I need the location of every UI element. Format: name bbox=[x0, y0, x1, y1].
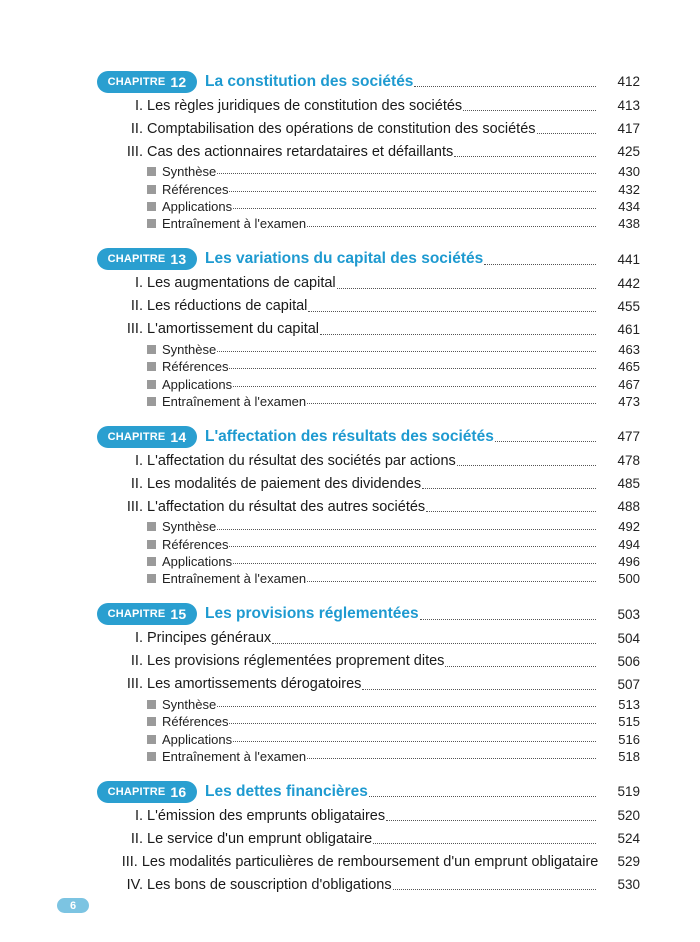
section-title: L'affectation du résultat des autres sociétés bbox=[147, 498, 426, 515]
dot-leader bbox=[233, 386, 596, 387]
dot-leader bbox=[217, 706, 596, 707]
page-ref: 438 bbox=[618, 216, 640, 232]
section-entry[interactable] bbox=[97, 627, 640, 650]
extra-entry[interactable] bbox=[97, 393, 640, 410]
page-ref: 506 bbox=[617, 653, 640, 669]
page-ref: 412 bbox=[617, 74, 640, 89]
extra-entry[interactable] bbox=[97, 570, 640, 587]
dot-leader bbox=[426, 511, 596, 512]
chapter-block bbox=[97, 425, 640, 603]
extra-title: Entraînement à l'examen bbox=[162, 393, 307, 409]
chapter-title: La constitution des sociétés bbox=[205, 72, 414, 90]
page-ref: 518 bbox=[618, 749, 640, 765]
page-number-badge: 6 bbox=[57, 898, 89, 913]
chapter-badge bbox=[97, 781, 197, 803]
page-ref: 507 bbox=[617, 676, 640, 692]
extra-title: Synthèse bbox=[162, 696, 217, 712]
extra-title: Synthèse bbox=[162, 164, 217, 180]
extra-title: Références bbox=[162, 359, 229, 375]
page-ref: 478 bbox=[617, 453, 640, 469]
dot-leader bbox=[422, 488, 596, 489]
section-entry[interactable] bbox=[97, 650, 640, 673]
chapter-badge bbox=[97, 71, 197, 93]
section-numeral: I. bbox=[134, 807, 143, 824]
square-bullet-icon bbox=[147, 219, 156, 228]
chapter-heading[interactable] bbox=[97, 70, 640, 93]
extra-title: Entraînement à l'examen bbox=[162, 216, 307, 232]
extra-entry[interactable] bbox=[97, 713, 640, 730]
section-numeral: II. bbox=[130, 120, 143, 137]
chapter-label: CHAPITRE bbox=[107, 253, 166, 266]
page-ref: 500 bbox=[618, 571, 640, 587]
section-entry[interactable] bbox=[97, 804, 640, 827]
square-bullet-icon bbox=[147, 557, 156, 566]
chapter-number: 14 bbox=[170, 428, 187, 445]
extra-title: Références bbox=[162, 181, 229, 197]
extra-entry[interactable] bbox=[97, 198, 640, 215]
section-entry[interactable] bbox=[97, 873, 640, 896]
page-ref: 463 bbox=[618, 341, 640, 357]
page-ref: 519 bbox=[617, 784, 640, 800]
square-bullet-icon bbox=[147, 540, 156, 549]
dot-leader bbox=[217, 173, 596, 174]
extra-entry[interactable] bbox=[97, 341, 640, 358]
dot-leader bbox=[484, 264, 596, 265]
section-numeral: II. bbox=[130, 653, 143, 670]
extra-title: Applications bbox=[162, 554, 233, 570]
dot-leader bbox=[414, 86, 596, 87]
page-ref: 529 bbox=[617, 854, 640, 870]
extra-entry[interactable] bbox=[97, 163, 640, 180]
page-ref: 488 bbox=[617, 499, 640, 515]
dot-leader bbox=[233, 741, 596, 742]
page-ref: 417 bbox=[617, 121, 640, 136]
section-numeral: I. bbox=[134, 275, 143, 292]
extra-entry[interactable] bbox=[97, 215, 640, 232]
section-numeral: III. bbox=[126, 321, 143, 338]
page-ref: 413 bbox=[617, 98, 640, 113]
chapter-block bbox=[97, 70, 640, 248]
dot-leader bbox=[386, 820, 596, 821]
dot-leader bbox=[463, 110, 596, 111]
square-bullet-icon bbox=[147, 700, 156, 709]
extra-entry[interactable] bbox=[97, 553, 640, 570]
extra-title: Entraînement à l'examen bbox=[162, 571, 307, 587]
section-numeral: I. bbox=[134, 630, 143, 647]
section-title: Les modalités particulières de remboursement d'un emprunt obligataire bbox=[141, 853, 599, 870]
page-ref: 520 bbox=[617, 808, 640, 824]
dot-leader bbox=[229, 368, 596, 369]
spacer bbox=[97, 588, 640, 603]
section-numeral: I. bbox=[134, 452, 143, 469]
chapter-title: Les variations du capital des sociétés bbox=[205, 250, 484, 268]
section-numeral: III. bbox=[126, 676, 143, 693]
chapter-block bbox=[97, 780, 640, 896]
square-bullet-icon bbox=[147, 574, 156, 583]
spacer bbox=[97, 233, 640, 248]
page-ref: 477 bbox=[617, 429, 640, 445]
section-title: Cas des actionnaires retardataires et défaillants bbox=[147, 143, 454, 160]
section-title: Les réductions de capital bbox=[147, 298, 308, 315]
extra-entry[interactable] bbox=[97, 696, 640, 713]
dot-leader bbox=[307, 581, 596, 582]
page-ref: 504 bbox=[617, 630, 640, 646]
chapter-number: 16 bbox=[170, 783, 187, 800]
page-ref: 513 bbox=[618, 696, 640, 712]
section-entry[interactable] bbox=[97, 295, 640, 318]
page-ref: 442 bbox=[617, 275, 640, 291]
chapter-heading[interactable] bbox=[97, 248, 640, 271]
dot-leader bbox=[454, 156, 596, 157]
section-title: Les augmentations de capital bbox=[147, 275, 336, 292]
extra-title: Applications bbox=[162, 198, 233, 214]
page-ref: 516 bbox=[618, 731, 640, 747]
section-title: Le service d'un emprunt obligataire bbox=[147, 830, 373, 847]
extra-title: Synthèse bbox=[162, 519, 217, 535]
section-numeral: III. bbox=[121, 853, 138, 870]
dot-leader bbox=[495, 441, 596, 442]
section-numeral: III. bbox=[126, 498, 143, 515]
chapter-heading[interactable] bbox=[97, 425, 640, 448]
extra-title: Applications bbox=[162, 731, 233, 747]
section-title: Les règles juridiques de constitution des sociétés bbox=[147, 97, 463, 114]
page-ref: 492 bbox=[618, 519, 640, 535]
section-title: Comptabilisation des opérations de constitution des sociétés bbox=[147, 120, 536, 137]
page-ref: 441 bbox=[617, 251, 640, 267]
square-bullet-icon bbox=[147, 380, 156, 389]
dot-leader bbox=[362, 689, 596, 690]
square-bullet-icon bbox=[147, 345, 156, 354]
section-entry[interactable] bbox=[97, 495, 640, 518]
extra-entry[interactable] bbox=[97, 536, 640, 553]
section-title: Les modalités de paiement des dividendes bbox=[147, 475, 422, 492]
dot-leader bbox=[229, 191, 596, 192]
dot-leader bbox=[537, 133, 596, 134]
section-entry[interactable] bbox=[97, 827, 640, 850]
chapter-heading[interactable] bbox=[97, 603, 640, 626]
extra-title: Références bbox=[162, 714, 229, 730]
square-bullet-icon bbox=[147, 202, 156, 211]
page-ref: 465 bbox=[618, 359, 640, 375]
dot-leader bbox=[457, 465, 596, 466]
dot-leader bbox=[233, 563, 596, 564]
page-ref: 461 bbox=[617, 321, 640, 337]
dot-leader bbox=[445, 666, 596, 667]
extra-entry[interactable] bbox=[97, 518, 640, 535]
dot-leader bbox=[229, 546, 596, 547]
page-ref: 524 bbox=[617, 831, 640, 847]
extra-entry[interactable] bbox=[97, 375, 640, 392]
square-bullet-icon bbox=[147, 735, 156, 744]
page-ref: 503 bbox=[617, 606, 640, 622]
chapter-block bbox=[97, 248, 640, 426]
page-ref: 515 bbox=[618, 714, 640, 730]
square-bullet-icon bbox=[147, 185, 156, 194]
section-entry[interactable] bbox=[97, 117, 640, 140]
dot-leader bbox=[272, 643, 596, 644]
section-title: Principes généraux bbox=[147, 630, 272, 647]
chapter-title: L'affectation des résultats des sociétés bbox=[205, 427, 494, 445]
chapter-label: CHAPITRE bbox=[107, 430, 166, 443]
extra-entry[interactable] bbox=[97, 358, 640, 375]
chapter-label: CHAPITRE bbox=[107, 608, 166, 621]
dot-leader bbox=[233, 208, 596, 209]
extra-title: Entraînement à l'examen bbox=[162, 749, 307, 765]
dot-leader bbox=[337, 288, 596, 289]
square-bullet-icon bbox=[147, 752, 156, 761]
chapter-title: Les dettes financières bbox=[205, 782, 368, 800]
chapter-number: 13 bbox=[170, 251, 187, 268]
section-entry[interactable] bbox=[97, 318, 640, 341]
dot-leader bbox=[320, 334, 596, 335]
dot-leader bbox=[217, 529, 596, 530]
dot-leader bbox=[307, 403, 596, 404]
chapter-number: 15 bbox=[170, 606, 187, 623]
section-title: Les provisions réglementées proprement dites bbox=[147, 653, 445, 670]
dot-leader bbox=[369, 796, 596, 797]
extra-entry[interactable] bbox=[97, 730, 640, 747]
chapter-label: CHAPITRE bbox=[107, 75, 166, 88]
page-ref: 425 bbox=[617, 144, 640, 159]
extra-title: Applications bbox=[162, 376, 233, 392]
chapter-title: Les provisions réglementées bbox=[205, 605, 419, 623]
extra-title: Synthèse bbox=[162, 341, 217, 357]
section-numeral: II. bbox=[130, 830, 143, 847]
section-title: L'émission des emprunts obligataires bbox=[147, 807, 386, 824]
section-numeral: IV. bbox=[126, 876, 143, 893]
page-ref: 455 bbox=[617, 298, 640, 314]
section-numeral: III. bbox=[126, 143, 143, 160]
chapter-badge bbox=[97, 603, 197, 625]
page-ref: 530 bbox=[617, 877, 640, 893]
section-entry[interactable] bbox=[97, 472, 640, 495]
dot-leader bbox=[229, 723, 596, 724]
section-entry[interactable] bbox=[97, 673, 640, 696]
section-numeral: I. bbox=[134, 97, 143, 114]
dot-leader bbox=[393, 889, 596, 890]
extra-entry[interactable] bbox=[97, 180, 640, 197]
square-bullet-icon bbox=[147, 522, 156, 531]
chapter-block bbox=[97, 603, 640, 781]
section-numeral: II. bbox=[130, 475, 143, 492]
section-entry[interactable] bbox=[97, 449, 640, 472]
extra-title: Références bbox=[162, 536, 229, 552]
page-ref: 494 bbox=[618, 536, 640, 552]
square-bullet-icon bbox=[147, 397, 156, 406]
page-ref: 496 bbox=[618, 554, 640, 570]
page-ref: 467 bbox=[618, 376, 640, 392]
section-title: L'affectation du résultat des sociétés par actions bbox=[147, 452, 456, 469]
section-title: L'amortissement du capital bbox=[147, 321, 320, 338]
section-entry[interactable] bbox=[97, 850, 640, 873]
chapter-badge bbox=[97, 248, 197, 270]
chapter-label: CHAPITRE bbox=[107, 785, 166, 798]
spacer bbox=[97, 765, 640, 780]
dot-leader bbox=[217, 351, 596, 352]
dot-leader bbox=[307, 226, 596, 227]
section-entry[interactable] bbox=[97, 272, 640, 295]
page-ref: 485 bbox=[617, 476, 640, 492]
page-ref: 434 bbox=[618, 198, 640, 214]
extra-entry[interactable] bbox=[97, 748, 640, 765]
table-of-contents bbox=[97, 70, 640, 896]
section-title: Les amortissements dérogatoires bbox=[147, 676, 362, 693]
section-numeral: II. bbox=[130, 298, 143, 315]
section-entry[interactable] bbox=[97, 140, 640, 163]
square-bullet-icon bbox=[147, 362, 156, 371]
square-bullet-icon bbox=[147, 717, 156, 726]
dot-leader bbox=[420, 619, 596, 620]
chapter-number: 12 bbox=[170, 73, 187, 90]
page-ref: 432 bbox=[618, 181, 640, 197]
page-ref: 473 bbox=[618, 393, 640, 409]
dot-leader bbox=[308, 311, 596, 312]
square-bullet-icon bbox=[147, 167, 156, 176]
chapter-heading[interactable] bbox=[97, 780, 640, 803]
section-title: Les bons de souscription d'obligations bbox=[147, 876, 392, 893]
chapter-badge bbox=[97, 426, 197, 448]
dot-leader bbox=[307, 758, 596, 759]
spacer bbox=[97, 410, 640, 425]
page-ref: 430 bbox=[618, 164, 640, 180]
dot-leader bbox=[373, 843, 596, 844]
section-entry[interactable] bbox=[97, 94, 640, 117]
